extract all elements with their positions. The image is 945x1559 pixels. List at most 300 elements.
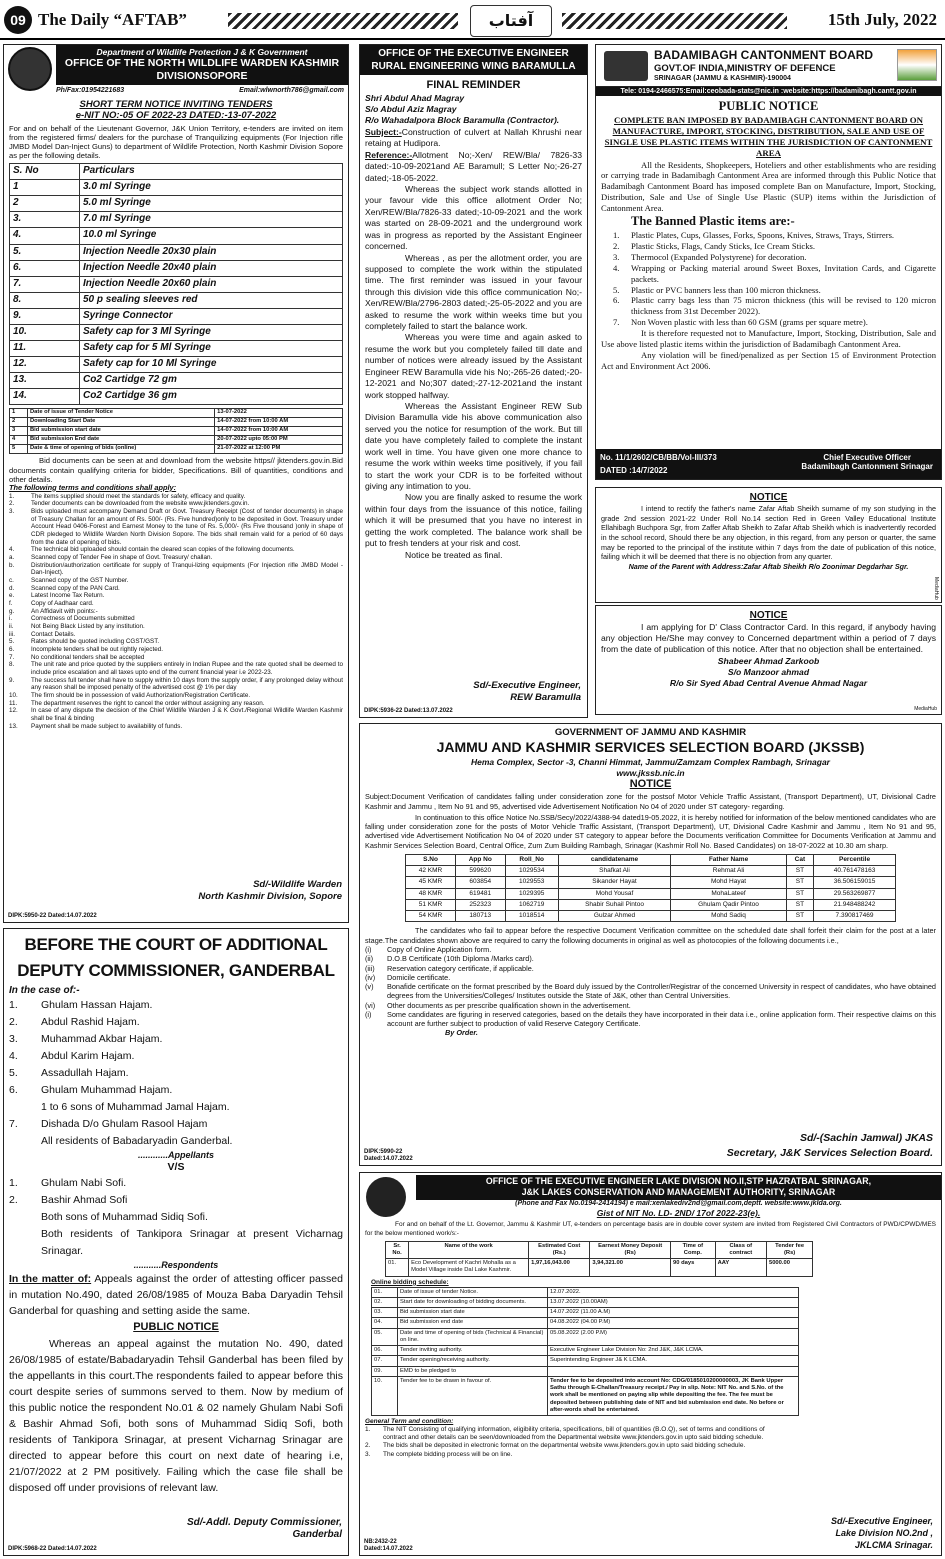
item-number: 1.	[613, 229, 620, 240]
item-text: The unit rate and price quoted by the suppliers entirely in Indian Rupee and the rate quoted shall be deemed to include price escalation and all taxes upto end of the current financial year i.e 2022-23.	[31, 661, 343, 677]
item-text: Plastic carry bags less than 75 micron thickness (this will be revised to 120 micron thickness from 31st December 2022).	[631, 295, 936, 317]
item-number: 7.	[9, 653, 15, 661]
reference-text: Allotment No;-Xen/ REW/Bla/ 7826-33 dated:-10-09-2021and AE Baramull; S Letter No;-26-27 dated;-18-05-2022.	[365, 149, 582, 183]
respondent-item	[9, 1226, 343, 1260]
item-number: ii.	[9, 623, 14, 631]
issue-date: 15th July, 2022	[827, 10, 937, 29]
item-number: 5.	[9, 638, 15, 646]
cantonment-signature: Chief Executive Officer Badamibagh Cantonment Srinagar	[801, 453, 933, 471]
notice-paragraph: In continuation to this office Notice No.SSB/Secy/2022/4388-94 dated19-05.2022, it is hereby notified for information of the below mentioned candidates who are falling under consideration zone for the posts of Motor Vehicle Traffic Assistant, (Transport Department), UT, Divisional Cadre Kashmir and Jammu , Item No 91 and 95, advertised vide Advertisement Notification No 04 of 2020 under ST category to appear before the Documents verification Committee for Documents Verification at Jammu and Kashmir Services Selection Board, Central Office, Zum Zum Building Rambagh, Srinagar (Kashmir Roll No. Based Candidates) on 18-07-2022 at 10.30 am sharp.	[365, 812, 936, 850]
banned-item	[601, 241, 936, 252]
item-number: 13.	[9, 722, 18, 730]
notice-title: NOTICE	[749, 610, 788, 621]
request-paragraph: It is therefore requested not to Manufacture, Import, Stocking, Distribution, Sale and Use above listed plastic items within the jurisdiction of Badamibagh Cantonment Area.	[601, 328, 936, 350]
jkssb-notice	[359, 723, 942, 1166]
item-text: Not Being Black Listed by any institution.	[31, 623, 145, 631]
respondents-list	[9, 1175, 343, 1260]
table-cell: 13.07.2022 (10.00AM)	[548, 1297, 799, 1307]
item-number: i.	[9, 615, 13, 623]
item-text: Copy of Online Application form.	[387, 944, 492, 954]
item-number: b.	[9, 561, 15, 569]
nit-gist: Gist of NIT No. LD- 2ND/ 17of 2022-23(e).	[596, 1208, 761, 1219]
case-label: In the case of:-	[9, 984, 80, 996]
item-text: In case of any dispute the decision of the Chief Wildlife Warden J & K Govt./Regional Wildlife Warden Kashmir shall be final & binding	[31, 707, 343, 723]
court-body: Whereas an appeal against the mutation No. 490, dated 26/08/1985 of estate/Babadaryadin Tehsil Ganderbal has been filed by the appellants in this court.The respondents failed to appear before this court despite series of summons served to them. Now by medium of this public notice the respondent No.01 & 02 namely Ghulam Nabi Sofi & Bashir Ahmad Sofi, both sons of Muhammad Sidiq Sofi, both residents of Tankipora Srinagar, at present Vicharnag Srinagar are directed to appear before this court on next date of hearing i.e, 21/07/2022 at 2 PM positively. Failing which the case file shall be disposed off under provisions of relevant law.	[9, 1338, 343, 1495]
term-item	[9, 707, 343, 722]
notice-body: I am applying for D' Class Contractor Card. In this regard, if anybody having any objection He/She may convey to Concerned department within a period of 7 days from the date of publication of this notice. After that no objection shall be entertained.	[601, 622, 936, 655]
cantonment-public-notice	[595, 44, 942, 480]
body-paragraph: Whereas the Assistant Engineer REW Sub Division Baramulla vide his above communication also served you the notice for resumption of the work. But till date you have completely failed to complete the instant work well in time. You have given one more chance to resume the work within weeks time positively, if you fail to start the work your CDR is to be forfeited without giving any intimation to you.	[365, 401, 582, 491]
item-text: The success full tender shall have to supply within 10 days from the supply order, if any prolonged delay without any reason shall be imposed penalty of the advertised cost @ 1% per day	[31, 676, 343, 692]
item-number	[9, 1099, 41, 1116]
item-number: (iv)	[365, 972, 376, 982]
table-cell: EMD to be pledged to	[398, 1366, 548, 1376]
matter-text: Appeals against the order of attesting officer passed in mutation No.490, dated 26/08/1985 of Mouza Baba Daryadin Tehsil Ganderbal for quashing and setting aside the same.	[9, 1273, 343, 1318]
item-text: Tender documents can be downloaded from the website www.jktenders.gov.in.	[31, 500, 250, 508]
item-number: 2.	[9, 1194, 18, 1207]
header-stripes-right	[562, 13, 787, 29]
rural-engineering-reminder	[359, 44, 588, 718]
item-number: a.	[9, 554, 15, 562]
table-row: 01. Eco Development of Kachri Mohalla as a Model Village inside Dal Lake Kashmir. 1,97,16,043.00 3,94,321.00 90 days AAY 5000.00	[386, 1259, 813, 1276]
matter-label: In the matter of:	[9, 1273, 92, 1286]
table-cell: 06.	[372, 1346, 398, 1356]
item-number: 3.	[9, 508, 15, 515]
table-row: 3. 7.0 ml Syringe	[10, 212, 343, 228]
respondents-label: ...........Respondents	[133, 1260, 219, 1271]
item-text: Distribution/authorization certificate for supply of Tranqui-lizing equipments (For Injection rifle JMBD Model -Dan-Inject).	[31, 561, 343, 577]
respondent-item	[9, 1192, 343, 1209]
item-text: Bashir Ahmad Sofi	[41, 1194, 128, 1207]
candidates-table	[405, 854, 896, 923]
table-row	[372, 1356, 799, 1366]
table-cell: 03.	[372, 1308, 398, 1318]
item-number: 6.	[9, 1083, 18, 1096]
page-number: 09	[4, 6, 32, 34]
respondent-item	[9, 1175, 343, 1192]
item-text: The department reserves the right to cancel the order without assigning any reason.	[31, 699, 265, 707]
tender-schedule-table	[9, 408, 343, 454]
item-text: The firm should be in possession of valid Authorization/Registration Certificate.	[31, 692, 251, 700]
item-number	[9, 1133, 41, 1150]
board-name: BADAMIBAGH CANTONMENT BOARD	[654, 48, 874, 62]
item-number: 4.	[613, 262, 620, 273]
table-row: 11. Safety cap for 5 Ml Syringe	[10, 341, 343, 357]
item-text: Ghulam Nabi Sofi.	[41, 1177, 127, 1190]
lake-contact: (Phone and Fax No.0194-2414194) e mail:xenlakediv2nd@gmail.com,deptt. website:www.jklda.org.	[515, 1199, 842, 1207]
banned-item	[601, 317, 936, 328]
item-text: Ghulam Muhammad Hajam.	[41, 1083, 173, 1096]
table-row: 8. 50 p sealing sleeves red	[10, 292, 343, 308]
body-paragraph: Whereas , as per the allotment order, you are supposed to complete the work within the stipulated time. The first reminder was issued in your favour through this division vide this office communication No;-Xen/REW/Bla/2796-2803 dated;-25-05-2022 and you are asked to resume the work within weeks time but you completely failed to start the balance work.	[365, 252, 582, 332]
item-text: D.O.B Certificate (10th Diploma /Marks card).	[387, 954, 534, 964]
item-text: Assadullah Hajam.	[41, 1066, 129, 1079]
item-number: 3.	[613, 251, 620, 262]
lake-signature: Sd/-Executive Engineer, Lake Division NO.2nd , JKLCMA Srinagar.	[830, 1515, 933, 1550]
table-row: 4. 10.0 ml Syringe	[10, 228, 343, 244]
notice-title: SHORT TERM NOTICE INVITING TENDERS	[79, 98, 273, 110]
table-row: 12. Safety cap for 10 Ml Syringe	[10, 357, 343, 373]
document-item	[365, 964, 936, 973]
table-row: 51 KMR 252323 1062719 Shabir Suhail Pintoo Ghulam Qadir Pintoo ST 21.948488242	[405, 899, 895, 910]
item-text: The bids shall be deposited in electronic format on the departmental website www.jktenders.gov.in upto said bidding schedule.	[383, 1442, 746, 1450]
item-text: Plastic Sticks, Flags, Candy Sticks, Ice Cream Sticks.	[631, 240, 816, 251]
term-item	[9, 615, 343, 623]
table-row	[372, 1366, 799, 1376]
item-number	[9, 1226, 41, 1260]
agency-tag: MediaHub	[914, 706, 937, 712]
parent-signature: Name of the Parent with Address:Zafar Aftab Sheikh R/o Zoonimar Degdarhar Sgr.	[628, 561, 909, 571]
item-number: 1.	[9, 998, 18, 1011]
appellant-item	[9, 1099, 343, 1116]
table-cell: Date and time of opening of bids (Technical & Financial) on line.	[398, 1328, 548, 1345]
item-number: 11.	[9, 699, 18, 707]
documents-list	[365, 945, 936, 1028]
term-item	[9, 700, 343, 708]
schedule-title: Online bidding schedule:	[371, 1278, 449, 1286]
term-item	[9, 562, 343, 577]
item-text: Abdul Karim Hajam.	[41, 1049, 135, 1062]
item-text: The complete bidding process will be on line.	[383, 1450, 513, 1458]
jklcma-logo	[366, 1177, 406, 1217]
banned-item	[601, 295, 936, 317]
table-cell: Date of issue of tender Notice.	[398, 1287, 548, 1297]
table-row: 45 KMR 603854 1029553 Sikander Hayat Mohd Hayat ST 36.506159015	[405, 877, 895, 888]
table-row: 5 Date & time of opening of bids (online) 21-07-2022 at 12:00 PM	[10, 445, 343, 454]
item-number: 7.	[613, 317, 620, 328]
intro-paragraph: For and on behalf of the Lieutenant Governor, J&K Union Territory, e-tenders are invited on item from the registered firms/ dealers for the purchase of Tranquilizing equipments (For Injection rifle JMBD Model Dan-Inject Guns) to department of Wildlife Protection, North Kashmir Division Sopore as per the following details.	[9, 123, 343, 160]
item-number	[9, 1209, 41, 1226]
table-cell	[548, 1366, 799, 1376]
table-cell: Bid submission start date	[398, 1308, 548, 1318]
table-row: 7. Injection Needle 20x60 plain	[10, 276, 343, 292]
term-item	[9, 608, 343, 616]
table-cell: 04.08.2022 (04.00 P.M)	[548, 1318, 799, 1328]
department-name: Department of Wildlife Protection J & K Government	[96, 47, 308, 57]
term-item	[365, 1442, 765, 1450]
table-cell: Executive Engineer Lake Division No: 2nd J&K, J&K LCMA.	[548, 1346, 799, 1356]
banned-item	[601, 230, 936, 241]
table-row	[372, 1346, 799, 1356]
item-number: 1.	[9, 1177, 18, 1190]
item-number: f.	[9, 600, 13, 608]
item-text: Payment shall be made subject to availability of funds.	[31, 722, 183, 730]
body-paragraph: Now you are finally asked to resume the work within four days from the issuance of this notice, failing which it will be presumed that you have no interest in getting the work completed. The balance work shall be put to fresh tenders at your risk and cost.	[365, 492, 582, 549]
general-terms-title: General Term and condition:	[365, 1418, 454, 1426]
item-text: Bonafide certificate on the format prescribed by the Board duly issued by the Controller/Registrar of the concerned University in respect of candidates, who have obtained degrees from the Universities/Colleges/ Institutes outside the State of J&K, other than Central Universities.	[387, 982, 936, 1001]
table-row: 9. Syringe Connector	[10, 308, 343, 324]
appellant-item	[9, 1133, 343, 1150]
general-terms-list	[365, 1426, 936, 1459]
table-row	[372, 1297, 799, 1307]
appellants-label: ............Appellants	[137, 1149, 214, 1160]
lake-header: OFFICE OF THE EXECUTIVE ENGINEER LAKE DIVISION NO.II,STP HAZRATBAL SRINAGAR, J&K LAKES CONSERVATION AND MANAGEMENT AUTHORITY, SRINAGAR	[416, 1175, 941, 1200]
applicant-address: R/o Sir Syed Abad Central Avenue Ahmad Nagar	[669, 677, 868, 688]
item-number: 6.	[9, 646, 15, 654]
board-contact: Tele: 0194-2466575:Email:ceobada-stats@nic.in :website:https://badamibagh.cantt.gov.in	[596, 87, 941, 96]
subject-text: Construction of culvert at Nallah Khrushi near retaing at Hudipora.	[365, 126, 582, 149]
wildlife-tender-notice	[3, 44, 349, 923]
appellant-item	[9, 1031, 343, 1048]
item-text: Scanned copy of the GST Number.	[31, 577, 129, 585]
item-number: (vi)	[365, 1000, 376, 1010]
table-row: 5. Injection Needle 20x30 plain	[10, 244, 343, 260]
table-cell: Start date for downloading of bidding documents.	[398, 1297, 548, 1307]
board-name: JAMMU AND KASHMIR SERVICES SELECTION BOARD (JKSSB)	[436, 739, 865, 756]
subject-text: Subject:Document Verification of candidates falling under consideration zone for the postsof Motor Vehicle Traffic Assistant, (Transport Department), UT, Divisional Cadre Kashmir and Jammu , Item No 91 and 95, advertised vide Advertisement Notification No 04 of 2020 under ST category- regarding.	[365, 792, 936, 811]
agency-tag: MediaHub	[933, 577, 939, 600]
document-item	[365, 982, 936, 1001]
item-number: 3.	[365, 1450, 371, 1458]
addressee-name: Shri Abdul Ahad Magray	[365, 92, 465, 103]
item-text: Non Woven plastic with less than 60 GSM (grams per square metre).	[631, 317, 868, 328]
board-address: Hema Complex, Sector -3, Channi Himmat, Jammu/Zamzam Complex Rambagh, Srinagar	[471, 756, 830, 767]
table-cell: 02.	[372, 1297, 398, 1307]
reference-label: Reference:-	[365, 149, 413, 160]
wildlife-header	[56, 45, 348, 85]
appellant-item	[9, 1065, 343, 1082]
term-item	[9, 493, 343, 501]
col-sno: S. No	[10, 164, 80, 180]
item-text: Thermocol (Expanded Polystyrene) for decoration.	[631, 251, 807, 262]
reminder-body	[365, 184, 582, 561]
table-row	[372, 1376, 799, 1415]
table-row: 2 Downloading Start Date 14-07-2022 from 10:00 AM	[10, 418, 343, 427]
cantonment-logo	[604, 51, 648, 81]
intro-paragraph: For and on behalf of the Lt. Governor, Jammu & Kashmir UT, e-tenders on percentage basis are in double cover system are invited from Registered Civil Contractors of PWD/CPWD/MES for the below mentioned work/s:-	[365, 1221, 936, 1237]
table-row	[372, 1318, 799, 1328]
appellant-item	[9, 1014, 343, 1031]
table-cell: 14.07.2022 (11.00 A.M)	[548, 1308, 799, 1318]
term-item	[9, 677, 343, 692]
item-number: 1.	[9, 492, 15, 500]
item-number: 9.	[9, 676, 15, 684]
bid-documents-note: Bid documents can be seen at and download from the website https// jktenders.gov.in.Bid documents contain qualifying criteria for bidder, Specifications. Bill of quantities, conditions and other details.	[9, 456, 343, 484]
item-text: Scanned copy of Tender Fee in shape of Govt. Treasury/ challan.	[31, 554, 213, 562]
table-cell: Tender fee to be drawn in favour of.	[398, 1376, 548, 1415]
table-row: 1 Date of issue of Tender Notice 13-07-2022	[10, 409, 343, 418]
term-item	[9, 661, 343, 676]
term-item	[9, 631, 343, 639]
table-row: 1 3.0 ml Syringe	[10, 180, 343, 196]
appellants-list	[9, 997, 343, 1150]
table-header: Sr. No. Name of the work Estimated Cost (Rs.) Earnest Money Deposit (Rs) Time of Comp. Class of contract Tender fee (Rs)	[386, 1241, 813, 1258]
item-text: Abdul Rashid Hajam.	[41, 1015, 140, 1028]
notice-title: NOTICE	[749, 492, 788, 503]
term-item	[9, 638, 343, 646]
item-text: Incomplete tenders shall be out rightly rejected.	[31, 646, 163, 654]
document-item	[365, 954, 936, 963]
item-number: 12.	[9, 707, 18, 715]
banned-items-list	[601, 230, 936, 328]
item-number: 8.	[9, 661, 15, 669]
item-number: 4.	[9, 1049, 18, 1062]
item-number: (v)	[365, 982, 374, 992]
banned-item	[601, 252, 936, 263]
dipk-number: DIPK:5968-22 Dated:14.07.2022	[8, 1545, 97, 1552]
terms-list	[9, 493, 343, 731]
item-text: Reservation category certificate, if applicable.	[387, 963, 534, 973]
item-text: Rates should be quoted including CGST/GST.	[31, 638, 160, 646]
lake-division-tender	[359, 1172, 942, 1556]
item-number: 5.	[613, 284, 620, 295]
appellant-item	[9, 1116, 343, 1133]
table-row	[372, 1287, 799, 1297]
penalty-paragraph: Any violation will be fined/penalized as per Section 15 of Environment Protection Act and Environment Act 2006.	[601, 349, 936, 371]
applicant-name: Shabeer Ahmad Zarkoob	[717, 655, 820, 666]
item-number: 2.	[9, 1015, 18, 1028]
term-item	[9, 500, 343, 508]
board-website: www.jkssb.nic.in	[616, 767, 685, 778]
table-row: 42 KMR 599620 1029534 Shafkat Ali Rehmat Ali ST 40.761478163	[405, 866, 895, 877]
after-table-paragraph: The candidates who fail to appear before the respective Document Verification committee on the scheduled date shall forfeit their claim for the post at a later stage.The candidates shown above are required to carry the following documents in original as well as photocopies of the following documents i.e.,	[365, 926, 936, 945]
table-cell: Superintending Engineer J& K LCMA.	[548, 1356, 799, 1366]
term-item	[9, 592, 343, 600]
addressee-parent: S/o Abdul Aziz Magray	[365, 104, 457, 115]
item-number: (ii)	[365, 954, 374, 964]
office-name: OFFICE OF THE EXECUTIVE ENGINEER RURAL ENGINEERING WING BARAMULLA	[360, 45, 587, 75]
item-text: The technical bid uploaded should contain the cleared scan copies of the following documents.	[31, 546, 295, 554]
term-item	[9, 508, 343, 546]
document-item	[365, 1001, 936, 1010]
notice-body: I intend to rectify the father's name Zafar Aftab Sheikh surname of my son studying in the grade 2nd session 2021-22 Under Roll No.14 section Red in Green Valley Educational Institute Ellahibagh Buchpora Sgr, from Zaffer Aftab Sheikh to Zafar Aftab Sheikh which is inadvertently recorded in the school record, Should there be any objection, in this regard, from any person or quarter, the same may be reported to the principal of the institute within 7 days from the date of publication of this notice, failing which it will be deemed that there is no objection from any quarter.	[601, 504, 936, 562]
item-number: 5.	[9, 1066, 18, 1079]
item-text: Muhammad Akbar Hajam.	[41, 1032, 163, 1045]
item-text: Contact Details.	[31, 630, 76, 638]
item-text: Latest Income Tax Return.	[31, 592, 105, 600]
item-number: c.	[9, 577, 14, 585]
item-number: 7.	[9, 1117, 18, 1130]
item-text: Wrapping or Packing material around Sweet Boxes, Invitation Cards, and Cigarette packets.	[631, 262, 936, 284]
body-paragraph: Notice be treated as final.	[405, 549, 503, 560]
term-item	[9, 554, 343, 562]
item-text: Some candidates are figuring in reserved categories, based on the details they have incorporated in their data i.e., online application form. Their respective claims on this account are further subject to production of valid Reserve Category Certificate.	[387, 1009, 936, 1029]
office-name: OFFICE OF THE NORTH WILDLIFE WARDEN KASHMIR DIVISIONSOPORE	[64, 57, 340, 83]
jkssb-signature: Sd/-(Sachin Jamwal) JKAS Secretary, J&K Services Selection Board.	[726, 1131, 933, 1159]
item-text: Bids uploaded must accompany Demand Draft or Govt. Treasury Receipt (Cost of tender documents) in shape of Treasury Challan for an amount of Rs. 500/- (Rs. Five hundred)only to be deposited in Govt. Treasury under Account Head 0406-Forest and Earnest Money to the tune of Rs. 5,000/- (Rs Five thousand )only in shape of CDR pledeged to Wildlife Warden North Division Sopore. The bids shall remain valid for a period of 60 days from the date of opening of bids.	[31, 508, 343, 546]
item-text: Plastic or PVC banners less than 100 micron thickness.	[631, 284, 821, 295]
item-number: g.	[9, 607, 15, 615]
item-text: 1 to 6 sons of Muhammad Jamal Hajam.	[41, 1100, 230, 1113]
name-correction-notice	[595, 487, 942, 603]
banned-items-title: The Banned Plastic items are:-	[631, 214, 795, 229]
item-number: 10.	[9, 692, 18, 700]
body-paragraph: Whereas you were time and again asked to resume the work but you completely failed till date and number of notices were already issued by the Assistant Engineer REW Baramulla vide his No;-265-26 dated;-20-12-2021 and No;307 dated;-27-12-2021and the instant work stopped halfway.	[365, 332, 582, 400]
notice-title: PUBLIC NOTICE	[718, 99, 819, 113]
document-item	[365, 973, 936, 982]
table-row	[372, 1328, 799, 1345]
item-number: e.	[9, 592, 15, 600]
item-text: Domicile certificate.	[387, 972, 451, 982]
item-number: iii.	[9, 630, 15, 638]
item-number: 1.	[365, 1426, 371, 1434]
item-text: Plastic Plates, Cups, Glasses, Forks, Spoons, Knives, Straws, Trays, Stirrers.	[631, 229, 895, 240]
term-item	[9, 585, 343, 593]
work-table	[385, 1241, 813, 1277]
item-text: Other documents as per prescribe qualification shown in the advertisement.	[387, 1000, 631, 1010]
item-text: No conditional tenders shall be accepted	[31, 653, 145, 661]
banned-item	[601, 285, 936, 296]
item-number: 4.	[9, 546, 15, 554]
term-item	[365, 1426, 765, 1442]
nb-number: NB:2432-22 Dated:14.07.2022	[364, 1538, 413, 1552]
wildlife-department-emblem	[8, 47, 52, 91]
table-row: 6. Injection Needle 20x40 plain	[10, 260, 343, 276]
subject-label: Subject:-	[365, 126, 402, 137]
term-item	[9, 546, 343, 554]
table-cell: Tender inviting authority.	[398, 1346, 548, 1356]
addressee-address: R/o Wahadalpora Block Baramulla (Contractor).	[365, 115, 560, 126]
item-number: 6.	[613, 295, 620, 306]
applicant-parent: S/o Manzoor ahmad	[727, 666, 810, 677]
document-item	[365, 1010, 936, 1029]
item-text: Correctness of Documents submitted	[31, 615, 135, 623]
appellant-item	[9, 997, 343, 1014]
notice-title: NOTICE	[629, 778, 672, 791]
table-row: 3 Bid submission start date 14-07-2022 from 10:00 AM	[10, 427, 343, 436]
item-text: Both sons of Muhammad Sidiq Sofi.	[41, 1211, 208, 1224]
item-text: All residents of Babadaryadin Ganderbal.	[41, 1134, 233, 1147]
term-item	[365, 1451, 765, 1459]
by-order: By Order.	[445, 1028, 478, 1038]
col-particulars: Particulars	[80, 164, 343, 180]
appellant-item	[9, 1048, 343, 1065]
appellant-item	[9, 1082, 343, 1099]
court-signature: Sd/-Addl. Deputy Commissioner, Ganderbal	[186, 1517, 342, 1540]
table-row: 4 Bid submission End date 20-07-2022 upto 05:00 PM	[10, 436, 343, 445]
term-item	[9, 600, 343, 608]
notice-date: DATED :14/7/2022	[600, 466, 668, 475]
reference-number: No. 11/1/2602/CB/BB/Vol-III/373	[600, 453, 717, 462]
table-cell: 05.	[372, 1328, 398, 1345]
enit-number: e-NIT NO:-05 OF 2022-23 DATED:-13-07-2022	[75, 110, 277, 122]
term-item	[9, 623, 343, 631]
board-address: SRINAGAR (JAMMU & KASHMIR)-190004	[654, 75, 791, 82]
header-stripes-left	[228, 13, 458, 29]
item-number: 3.	[9, 1032, 18, 1045]
wildlife-signature: Sd/-Wildlife Warden North Kashmir Division, Sopore	[198, 879, 342, 902]
item-number: (i)	[365, 1009, 372, 1019]
bidding-schedule-table	[371, 1287, 799, 1416]
item-text: The NIT Consisting of qualifying information, eligibility criteria, specifications, bill of quantities (B.O.Q), set of terms and conditions of contract and other details can be seen/downloaded from the Departmental website www.jktenders.gov.in upto said bidding schedule.	[383, 1426, 765, 1442]
dipk-number: DIPK:5936-22 Dated:13.07.2022	[364, 707, 453, 714]
item-text: Ghulam Hassan Hajam.	[41, 998, 153, 1011]
table-row: 54 KMR 180713 1018514 Gulzar Ahmed Mohd Sadiq ST 7.390817469	[405, 911, 895, 922]
court-title: BEFORE THE COURT OF ADDITIONAL DEPUTY COMMISSIONER, GANDERBAL	[17, 935, 335, 981]
terms-title: The following terms and conditions shall apply:	[9, 482, 177, 492]
government-name: GOVERNMENT OF JAMMU AND KASHMIR	[554, 727, 747, 738]
versus: V/S	[167, 1161, 185, 1174]
table-row: 10. Safety cap for 3 Ml Syringe	[10, 324, 343, 340]
cantonment-footer	[596, 449, 941, 479]
table-cell: 09.	[372, 1366, 398, 1376]
table-row: 13. Co2 Cartidge 72 gm	[10, 373, 343, 389]
respondent-item	[9, 1209, 343, 1226]
item-number: (iii)	[365, 963, 375, 973]
item-number: 2.	[365, 1442, 371, 1450]
phone-fax: Ph/Fax:01954221683	[56, 87, 125, 95]
items-table	[9, 163, 343, 405]
rural-signature: Sd/-Executive Engineer, REW Baramulla	[473, 680, 581, 703]
intro-paragraph: All the Residents, Shopkeepers, Hoteliers and other establishments who are residing or carrying trade in Badamibagh Cantonment Area are informed through this Public Notice that Badamibagh Cantonment Board has imposed complete Ban on Manufacture, Import, Stocking, Distribution, Sale and Use of Single Use Plastic (SUP) items within the Jurisdiction of Cantonment Area.	[601, 159, 936, 214]
dipk-number: DIPK:5950-22 Dated:14.07.2022	[8, 912, 97, 919]
table-cell: 12.07.2022.	[548, 1287, 799, 1297]
item-number: 2.	[613, 240, 620, 251]
item-number: 2.	[9, 500, 15, 508]
table-cell: 04.	[372, 1318, 398, 1328]
term-item	[9, 654, 343, 662]
email-address: Email:wlwnorth786@gmail.com	[239, 87, 344, 95]
